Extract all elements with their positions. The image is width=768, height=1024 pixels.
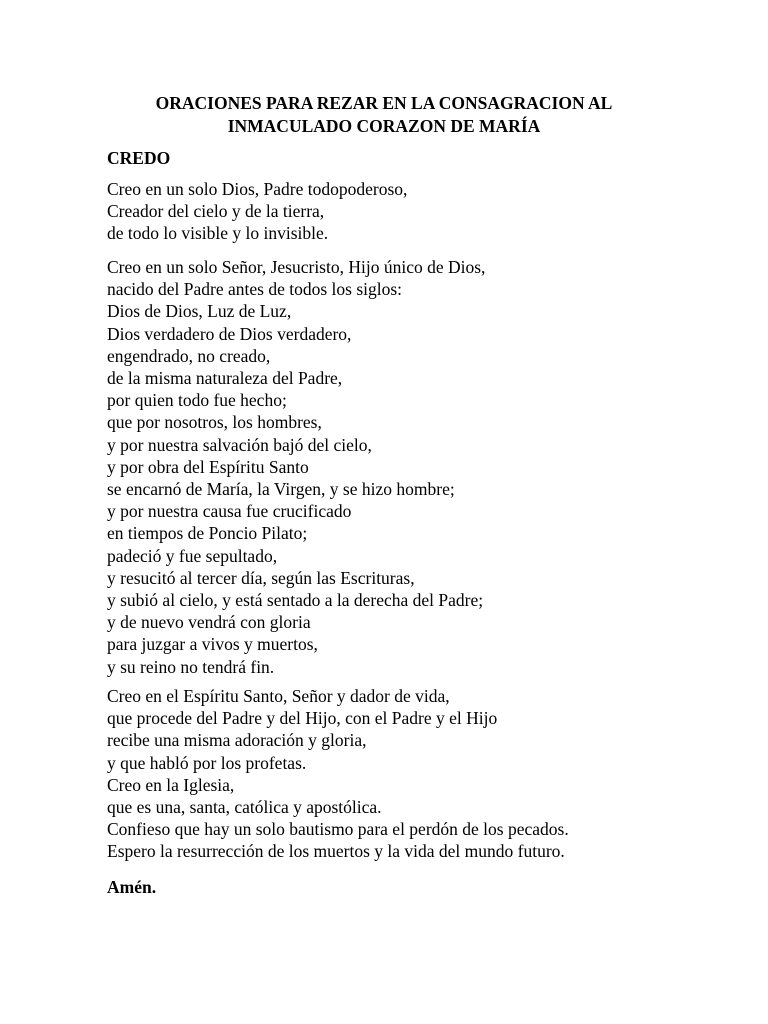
prayer-line: que es una, santa, católica y apostólica. bbox=[107, 797, 382, 818]
prayer-line: Espero la resurrección de los muertos y la vida del mundo futuro. bbox=[107, 841, 565, 862]
prayer-line: y su reino no tendrá fin. bbox=[107, 656, 275, 677]
prayer-line: y por nuestra salvación bajó del cielo, bbox=[107, 434, 372, 455]
prayer-stanza bbox=[107, 178, 407, 245]
prayer-closing: Amén. bbox=[107, 877, 157, 897]
prayer-line: y resucitó al tercer día, según las Escrituras, bbox=[107, 567, 415, 588]
prayer-line: de todo lo visible y lo invisible. bbox=[107, 223, 329, 244]
title-line: ORACIONES PARA REZAR EN LA CONSAGRACION AL bbox=[155, 93, 613, 113]
prayer-line: se encarnó de María, la Virgen, y se hizo hombre; bbox=[107, 479, 455, 500]
prayer-stanza bbox=[107, 685, 569, 863]
prayer-line: que procede del Padre y del Hijo, con el Padre y el Hijo bbox=[107, 708, 498, 729]
prayer-line: y por nuestra causa fue crucificado bbox=[107, 501, 352, 522]
prayer-line: y por obra del Espíritu Santo bbox=[107, 456, 309, 477]
prayer-line: recibe una misma adoración y gloria, bbox=[107, 730, 367, 751]
prayer-line: Creo en un solo Dios, Padre todopoderoso, bbox=[107, 179, 408, 199]
prayer-line: en tiempos de Poncio Pilato; bbox=[107, 523, 308, 544]
document-title bbox=[0, 92, 768, 138]
prayer-line: y que habló por los profetas. bbox=[107, 752, 307, 773]
prayer-line: y de nuevo vendrá con gloria bbox=[107, 612, 311, 633]
prayer-line: padeció y fue sepultado, bbox=[107, 545, 278, 566]
prayer-line: nacido del Padre antes de todos los siglos: bbox=[107, 279, 403, 300]
prayer-line: Creo en un solo Señor, Jesucristo, Hijo único de Dios, bbox=[107, 257, 486, 277]
prayer-line: Dios de Dios, Luz de Luz, bbox=[107, 301, 292, 322]
prayer-line: de la misma naturaleza del Padre, bbox=[107, 368, 343, 389]
prayer-heading: CREDO bbox=[107, 148, 171, 168]
prayer-stanza bbox=[107, 256, 485, 678]
prayer-line: Dios verdadero de Dios verdadero, bbox=[107, 323, 352, 344]
prayer-line: Creo en la Iglesia, bbox=[107, 774, 235, 795]
prayer-line: para juzgar a vivos y muertos, bbox=[107, 634, 318, 655]
prayer-line: Creo en el Espíritu Santo, Señor y dador de vida, bbox=[107, 686, 450, 706]
prayer-line: Creador del cielo y de la tierra, bbox=[107, 201, 325, 222]
prayer-line: por quien todo fue hecho; bbox=[107, 390, 287, 411]
prayer-line: y subió al cielo, y está sentado a la derecha del Padre; bbox=[107, 590, 484, 611]
title-line: INMACULADO CORAZON DE MARÍA bbox=[227, 116, 541, 136]
prayer-line: Confieso que hay un solo bautismo para el perdón de los pecados. bbox=[107, 819, 569, 840]
prayer-line: engendrado, no creado, bbox=[107, 345, 271, 366]
prayer-line: que por nosotros, los hombres, bbox=[107, 412, 322, 433]
